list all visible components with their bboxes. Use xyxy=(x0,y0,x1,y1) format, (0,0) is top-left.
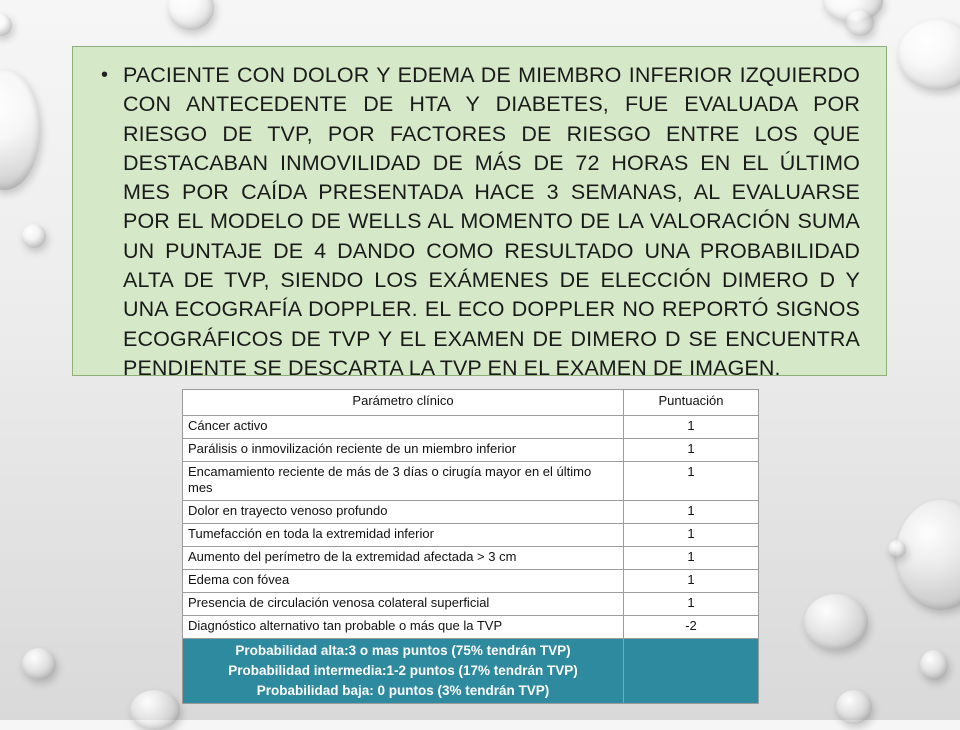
table-row xyxy=(183,416,759,439)
water-drop-decoration xyxy=(22,648,56,680)
probability-low: Probabilidad baja: 0 puntos (3% tendrán TVP) xyxy=(256,683,550,698)
param-cell: Dolor en trayecto venoso profundo xyxy=(183,501,624,524)
score-cell: 1 xyxy=(624,462,759,501)
water-drop-decoration xyxy=(130,690,180,730)
score-cell: 1 xyxy=(624,593,759,616)
score-cell: 1 xyxy=(624,501,759,524)
table-row xyxy=(183,570,759,593)
score-cell: 1 xyxy=(624,524,759,547)
table-row xyxy=(183,501,759,524)
table-row xyxy=(183,593,759,616)
water-drop-decoration xyxy=(846,10,874,36)
case-text-box xyxy=(72,46,887,380)
water-drop-decoration xyxy=(0,70,40,190)
param-cell: Cáncer activo xyxy=(183,416,624,439)
score-cell: 1 xyxy=(624,439,759,462)
water-drop-decoration xyxy=(888,540,906,558)
score-cell: 1 xyxy=(624,570,759,593)
score-cell: 1 xyxy=(624,416,759,439)
water-drop-decoration xyxy=(920,650,948,680)
probability-intermediate: Probabilidad intermedia:1-2 puntos (17% tendrán TVP) xyxy=(228,663,578,678)
water-drop-decoration xyxy=(0,14,12,36)
probability-summary xyxy=(183,639,624,704)
param-cell: Aumento del perímetro de la extremidad afectada > 3 cm xyxy=(183,547,624,570)
table-row xyxy=(183,616,759,639)
table-row xyxy=(183,547,759,570)
wells-criteria-table xyxy=(182,389,759,704)
probability-high: Probabilidad alta:3 o mas puntos (75% tendrán TVP) xyxy=(235,643,571,658)
table-row xyxy=(183,462,759,501)
bullet-point-icon: • xyxy=(101,64,109,86)
param-cell: Tumefacción en toda la extremidad inferior xyxy=(183,524,624,547)
table-row xyxy=(183,439,759,462)
param-cell: Presencia de circulación venosa colateral superficial xyxy=(183,593,624,616)
header-score: Puntuación xyxy=(624,390,759,416)
header-param: Parámetro clínico xyxy=(183,390,624,416)
score-cell: -2 xyxy=(624,616,759,639)
probability-summary-row xyxy=(183,639,759,704)
param-cell: Edema con fóvea xyxy=(183,570,624,593)
water-drop-decoration xyxy=(896,500,960,610)
param-cell: Parálisis o inmovilización reciente de un miembro inferior xyxy=(183,439,624,462)
water-drop-decoration xyxy=(22,224,46,248)
water-drop-decoration xyxy=(168,0,214,30)
case-paragraph: PACIENTE CON DOLOR Y EDEMA DE MIEMBRO INFERIOR IZQUIERDO CON ANTECEDENTE DE HTA Y DIABETES, FUE EVALUADA POR RIESGO DE TVP, POR FACTORES DE RIESGO ENTRE LOS QUE DESTACABAN INMOVILIDAD DE MÁS DE 72 HORAS EN EL ÚLTIMO MES POR CAÍDA PRESENTADA HACE 3 SEMANAS, AL EVALUARSE POR EL MODELO DE WELLS AL MOMENTO DE LA VALORACIÓN SUMA UN PUNTAJE DE 4 DANDO COMO RESULTADO UNA PROBABILIDAD ALTA DE TVP, SIENDO LOS EXÁMENES DE ELECCIÓN DIMERO D Y UNA ECOGRAFÍA DOPPLER. EL ECO DOPPLER NO REPORTÓ SIGNOS ECOGRÁFICOS DE TVP Y EL EXAMEN DE DIMERO D SE ENCUENTRA PENDIENTE SE DESCARTA LA TVP EN EL EXAMEN DE IMAGEN. xyxy=(123,63,860,380)
water-drop-decoration xyxy=(804,594,868,650)
table-header-row xyxy=(183,390,759,416)
summary-empty-cell xyxy=(624,639,759,704)
table-row xyxy=(183,524,759,547)
water-drop-decoration xyxy=(898,20,960,90)
water-drop-decoration xyxy=(836,690,872,724)
score-cell: 1 xyxy=(624,547,759,570)
param-cell: Encamamiento reciente de más de 3 días o cirugía mayor en el último mes xyxy=(183,462,624,501)
param-cell: Diagnóstico alternativo tan probable o más que la TVP xyxy=(183,616,624,639)
